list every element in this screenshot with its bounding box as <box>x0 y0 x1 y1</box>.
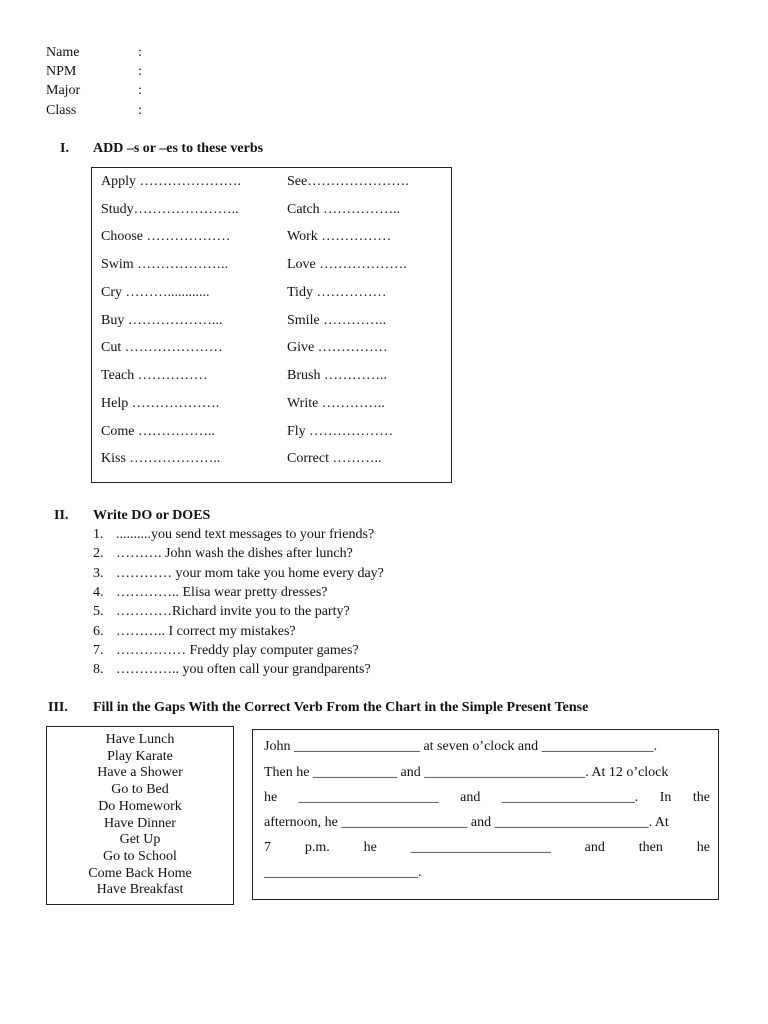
chart-item: Get Up <box>119 832 161 848</box>
list-item <box>93 545 353 563</box>
passage-word: and <box>460 790 481 805</box>
list-item <box>93 603 350 621</box>
item-text: …………… Freddy play computer games? <box>116 643 359 658</box>
passage-line: John __________________ at seven o’clock and ________________. <box>264 739 658 754</box>
list-item <box>93 642 359 660</box>
section-2-title: Write DO or DOES <box>93 508 211 523</box>
passage-word: the <box>692 790 710 805</box>
info-sep: : <box>138 45 142 60</box>
item-text: ………….. you often call your grandparents? <box>116 662 371 677</box>
verb-table <box>91 167 452 483</box>
item-number: 4. <box>93 585 104 600</box>
verb-item: Study………………….. <box>101 202 239 217</box>
item-number: 7. <box>93 643 104 658</box>
verb-item: Cry ………............ <box>101 285 210 300</box>
section-3-number: III. <box>48 700 68 715</box>
passage-box <box>252 729 719 900</box>
chart-item: Have Lunch <box>105 732 175 747</box>
verb-item: Give …………… <box>287 340 388 355</box>
section-2-number: II. <box>54 508 69 523</box>
chart-item: Go to Bed <box>111 782 169 798</box>
passage-word: he <box>363 840 377 855</box>
passage-line <box>264 839 710 857</box>
item-number: 3. <box>93 566 104 581</box>
item-text: …………Richard invite you to the party? <box>116 604 350 619</box>
verb-item: Smile ………….. <box>287 313 387 328</box>
passage-word: ____________________ <box>298 790 439 805</box>
passage-word: he <box>264 790 278 805</box>
verb-item: Kiss ……………….. <box>101 451 221 466</box>
verb-item: Cut ………………… <box>101 340 223 355</box>
item-number: 6. <box>93 624 104 639</box>
info-row-class <box>46 101 142 120</box>
passage-word: p.m. <box>304 840 330 855</box>
verb-item: Correct ……….. <box>287 451 382 466</box>
list-item <box>93 623 296 641</box>
info-sep: : <box>138 83 142 98</box>
verb-item: Buy ………………... <box>101 313 223 328</box>
info-row-name <box>46 43 142 62</box>
passage-word: ____________________ <box>410 840 551 855</box>
chart-item: Have Breakfast <box>96 882 184 898</box>
verb-item: Choose ……………… <box>101 229 231 244</box>
item-number: 5. <box>93 604 104 619</box>
verb-item: Swim ……………….. <box>101 257 229 272</box>
chart-item: Play Karate <box>107 748 173 764</box>
verb-item: Love ………………. <box>287 257 407 272</box>
item-text: ..........you send text messages to your friends? <box>116 527 375 542</box>
verb-item: Work …………… <box>287 229 392 244</box>
passage-line: afternoon, he __________________ and ______________________. At <box>264 815 669 830</box>
chart-item: Have a Shower <box>97 765 183 781</box>
info-label: NPM <box>46 64 77 79</box>
item-text: ………… your mom take you home every day? <box>116 566 384 581</box>
passage-word: and <box>584 840 605 855</box>
verb-chart <box>46 726 234 905</box>
verb-item: Catch …………….. <box>287 202 401 217</box>
item-text: ………….. Elisa wear pretty dresses? <box>116 585 328 600</box>
item-text: ………. John wash the dishes after lunch? <box>116 546 353 561</box>
passage-word: In <box>659 790 672 805</box>
passage-line <box>264 789 710 807</box>
info-label: Name <box>46 45 80 60</box>
section-3-title: Fill in the Gaps With the Correct Verb From the Chart in the Simple Present Tense <box>93 700 589 715</box>
verb-item: Tidy …………… <box>287 285 387 300</box>
list-item <box>93 526 374 544</box>
section-1-number: I. <box>60 141 69 156</box>
info-row-npm <box>46 62 142 81</box>
verb-item: Fly ……………… <box>287 424 394 439</box>
chart-item: Come Back Home <box>88 865 192 881</box>
passage-word: he <box>696 840 710 855</box>
item-text: ……….. I correct my mistakes? <box>116 624 296 639</box>
info-row-major <box>46 81 142 100</box>
verb-item: Teach …………… <box>101 368 208 383</box>
passage-line: Then he ____________ and _______________________. At 12 o’clock <box>264 765 669 780</box>
verb-item: Brush ………….. <box>287 368 387 383</box>
verb-item: Come …………….. <box>101 424 215 439</box>
passage-line: ______________________. <box>264 865 422 880</box>
verb-item: Write ………….. <box>287 396 385 411</box>
list-item <box>93 661 371 679</box>
verb-item: See…………………. <box>287 174 409 189</box>
passage-word: 7 <box>264 840 271 855</box>
chart-item: Do Homework <box>98 798 182 814</box>
chart-item: Have Dinner <box>104 815 176 831</box>
info-label: Class <box>46 103 77 118</box>
section-1-title: ADD –s or –es to these verbs <box>93 141 264 156</box>
passage-word: then <box>638 840 663 855</box>
verb-item: Help ………………. <box>101 396 220 411</box>
verb-item: Apply …………………. <box>101 174 241 189</box>
passage-word: ___________________. <box>501 790 639 805</box>
chart-item: Go to School <box>103 848 177 864</box>
list-item <box>93 565 384 583</box>
item-number: 2. <box>93 546 104 561</box>
list-item <box>93 584 328 602</box>
info-label: Major <box>46 83 81 98</box>
item-number: 8. <box>93 662 104 677</box>
info-sep: : <box>138 103 142 118</box>
info-sep: : <box>138 64 142 79</box>
item-number: 1. <box>93 527 104 542</box>
